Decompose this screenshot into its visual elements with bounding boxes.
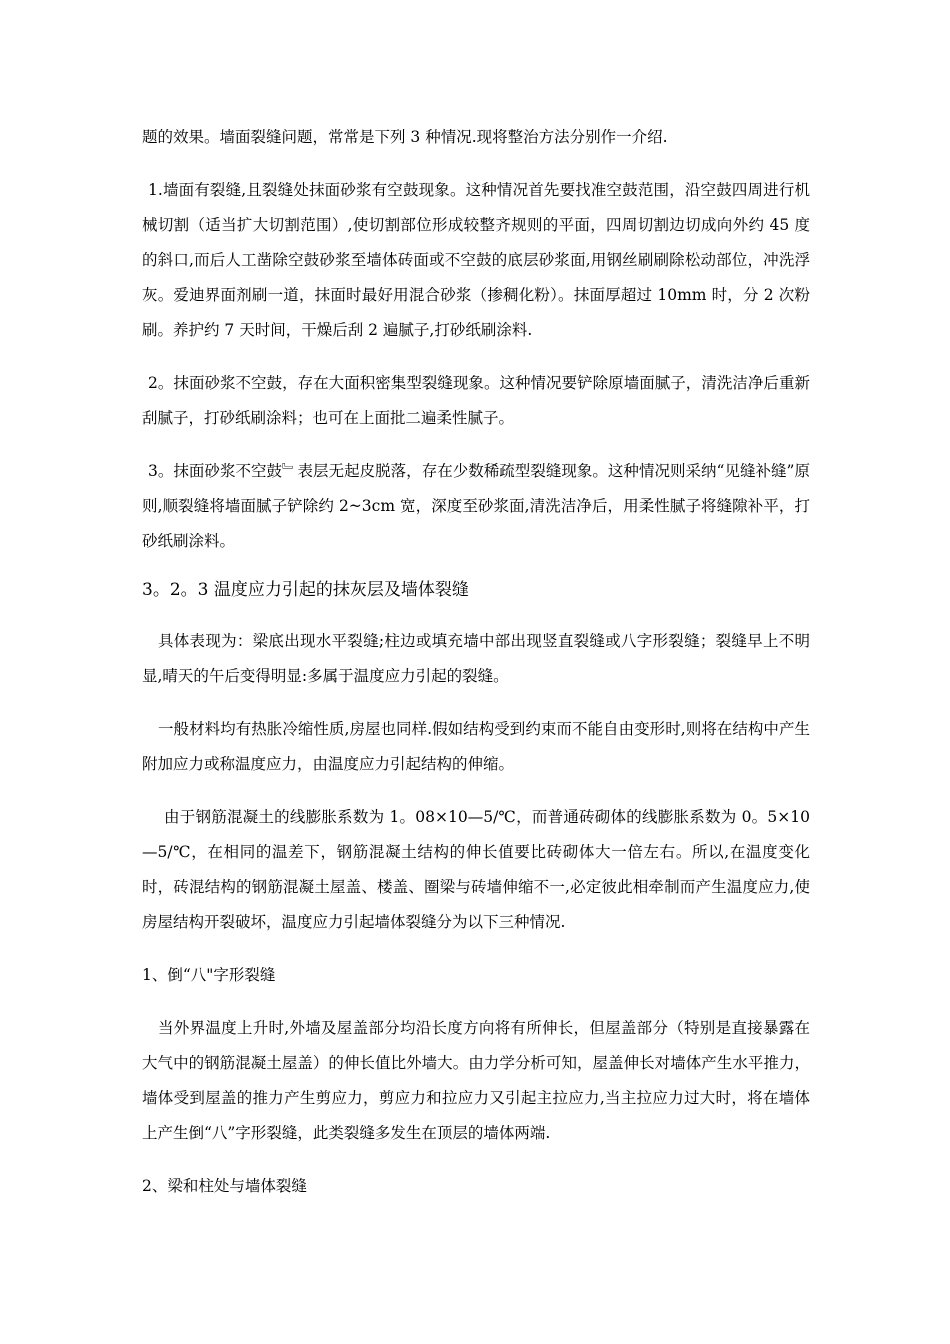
paragraph-case-2: 2。抹面砂浆不空鼓，存在大面积密集型裂缝现象。这种情况要铲除原墙面腻子，清洗洁净后重新刮腻子，打砂纸刷涂料；也可在上面批二遍柔性腻子。 — [142, 374, 810, 427]
paragraph-case-1: 1.墙面有裂缝,且裂缝处抹面砂浆有空鼓现象。这种情况首先要找准空鼓范围，沿空鼓四周进行机械切割（适当扩大切割范围）,使切割部位形成较整齐规则的平面，四周切割边切成向外约 45 度的斜口,而后人工凿除空鼓砂浆至墙体砖面或不空鼓的底层砂浆面,用钢丝刷刷除松动部位，冲洗浮灰。爱迪界面剂刷一道，抹面时最好用混合砂浆（掺稠化粉）。抹面厚超过 10mm 时，分 2 次粉刷。养护约 7 天时间，干燥后刮 2 遍腻子,打砂纸刷涂料. — [142, 181, 810, 339]
section-heading-3-2-3: 3。2。3 温度应力引起的抹灰层及墙体裂缝 — [142, 580, 469, 600]
paragraph-intro: 题的效果。墙面裂缝问题，常常是下列 3 种情况.现将整治方法分别作一介绍. — [142, 128, 668, 146]
document-body — [142, 120, 810, 1222]
subheading-inverted-eight-crack: 1、倒“八"字形裂缝 — [142, 966, 276, 984]
subheading-beam-column-crack: 2、梁和柱处与墙体裂缝 — [142, 1177, 307, 1195]
paragraph-case-3: 3。抹面砂浆不空鼓﹄表层无起皮脱落，存在少数稀疏型裂缝现象。这种情况则采纳“见缝补缝”原则,顺裂缝将墙面腻子铲除约 2~3cm 宽，深度至砂浆面,清洗洁净后，用柔性腻子将缝隙补平，打砂纸刷涂料。 — [142, 462, 810, 550]
paragraph-inverted-eight-crack: 当外界温度上升时,外墙及屋盖部分均沿长度方向将有所伸长，但屋盖部分（特别是直接暴露在大气中的钢筋混凝土屋盖）的伸长值比外墙大。由力学分析可知，屋盖伸长对墙体产生水平推力，墙体受到屋盖的推力产生剪应力，剪应力和拉应力又引起主拉应力,当主拉应力过大时，将在墙体上产生倒“八”字形裂缝，此类裂缝多发生在顶层的墙体两端. — [142, 1019, 810, 1142]
paragraph-symptoms: 具体表现为：梁底出现水平裂缝;柱边或填充墙中部出现竖直裂缝或八字形裂缝；裂缝早上不明显,晴天的午后变得明显:多属于温度应力引起的裂缝。 — [142, 632, 810, 685]
paragraph-thermal-principle: 一般材料均有热胀冷缩性质,房屋也同样.假如结构受到约束而不能自由变形时,则将在结构中产生附加应力或称温度应力，由温度应力引起结构的伸缩。 — [142, 720, 810, 773]
paragraph-expansion-coefficients: 由于钢筋混凝土的线膨胀系数为 1。08×10—5/℃，而普通砖砌体的线膨胀系数为 0。5×10—5/℃，在相同的温差下，钢筋混凝土结构的伸长值要比砖砌体大一倍左右。所以,在温度变化时，砖混结构的钢筋混凝土屋盖、楼盖、圈梁与砖墙伸缩不一,必定彼此相牵制而产生温度应力,使房屋结构开裂破坏，温度应力引起墙体裂缝分为以下三种情况. — [142, 808, 810, 931]
